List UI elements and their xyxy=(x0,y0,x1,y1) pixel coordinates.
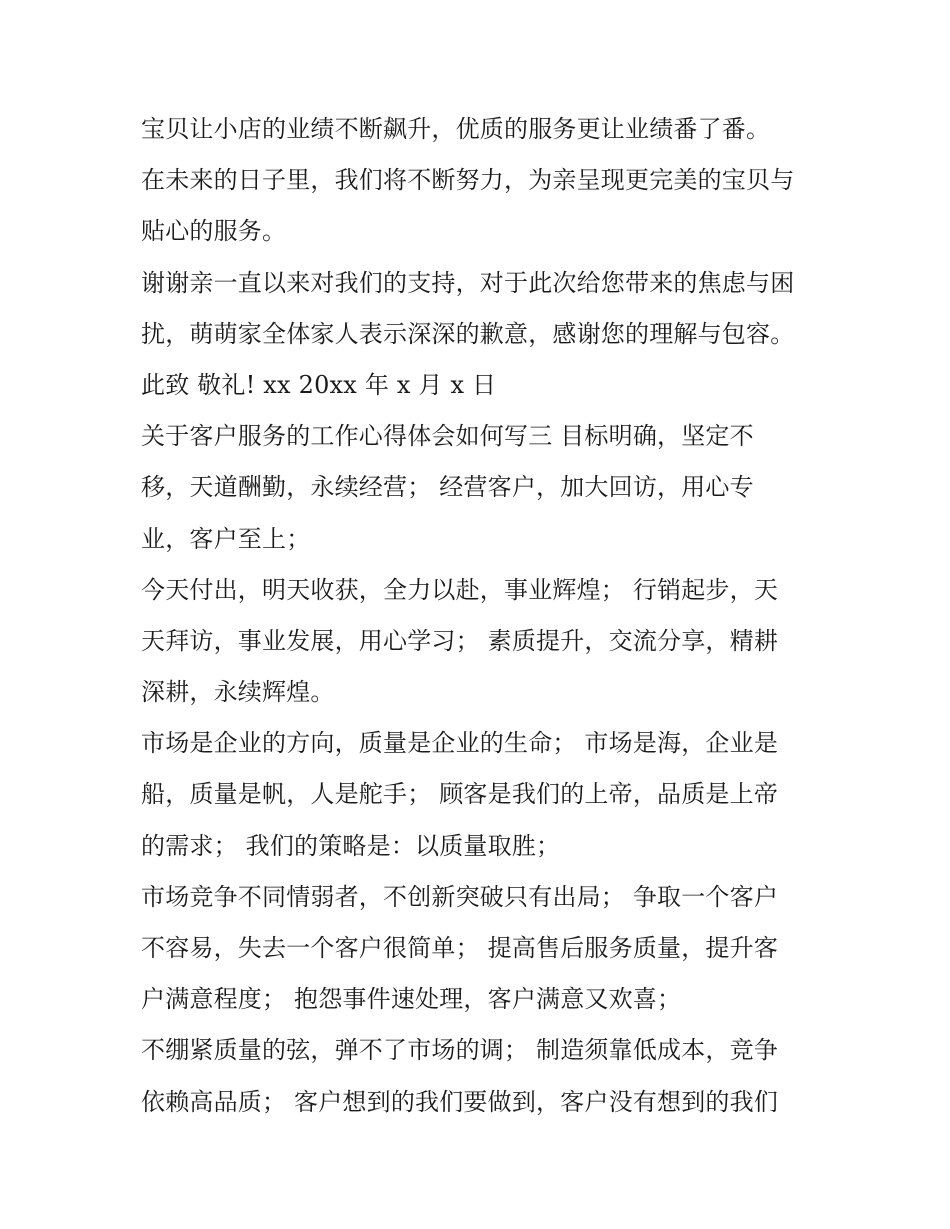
text-line: 此致 敬礼! xx 20xx 年 x 月 x 日 xyxy=(141,370,497,399)
text-line: 天拜访，事业发展，用心学习； 素质提升，交流分享，精耕 xyxy=(141,626,779,655)
text-line: 船，质量是帆，人是舵手； 顾客是我们的上帝，品质是上帝 xyxy=(141,780,779,809)
text-line: 户满意程度； 抱怨事件速处理，客户满意又欢喜； xyxy=(141,985,682,1014)
text-line: 市场是企业的方向，质量是企业的生命； 市场是海，企业是 xyxy=(141,729,779,758)
text-line: 的需求； 我们的策略是：以质量取胜； xyxy=(141,831,561,860)
text-line: 依赖高品质； 客户想到的我们要做到，客户没有想到的我们 xyxy=(141,1087,779,1116)
text-line: 今天付出，明天收获，全力以赴，事业辉煌； 行销起步，天 xyxy=(141,575,779,604)
text-line: 关于客户服务的工作心得体会如何写三 目标明确，坚定不 xyxy=(141,422,754,451)
text-line: 贴心的服务。 xyxy=(141,217,287,246)
text-line: 业，客户至上； xyxy=(141,524,311,553)
text-line: 市场竞争不同情弱者，不创新突破只有出局； 争取一个客户 xyxy=(141,882,779,911)
text-line: 在未来的日子里，我们将不断努力，为亲呈现更完美的宝贝与 xyxy=(141,166,795,195)
text-line: 深耕，永续辉煌。 xyxy=(141,678,335,707)
text-line: 谢谢亲一直以来对我们的支持，对于此次给您带来的焦虑与困 xyxy=(141,268,795,297)
text-line: 扰，萌萌家全体家人表示深深的歉意，感谢您的理解与包容。 xyxy=(141,319,795,348)
text-line: 不容易，失去一个客户很简单； 提高售后服务质量，提升客 xyxy=(141,934,779,962)
text-line: 不绷紧质量的弦，弹不了市场的调； 制造须靠低成本，竞争 xyxy=(141,1036,779,1065)
document-body xyxy=(141,104,821,1128)
text-line: 宝贝让小店的业绩不断飙升，优质的服务更让业绩番了番。 xyxy=(141,115,771,143)
text-line: 移，天道酬勤，永续经营； 经营客户，加大回访，用心专 xyxy=(141,473,754,502)
